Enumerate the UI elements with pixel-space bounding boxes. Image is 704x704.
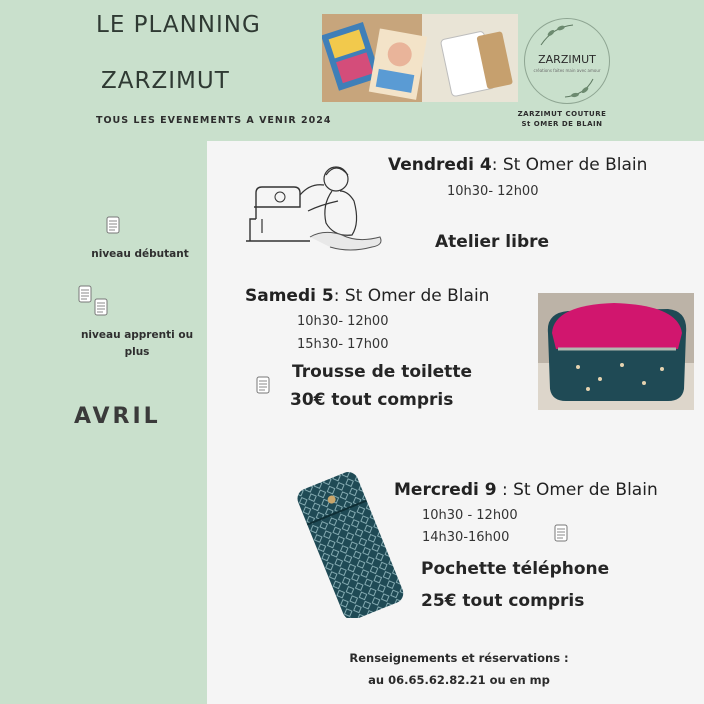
beginner-level-icon: [106, 216, 120, 234]
contact-info: [300, 647, 618, 691]
event3-day: Mercredi 9: [394, 480, 497, 500]
event2-time1: 10h30- 12h00: [297, 314, 389, 329]
logo-tagline: créations faites main avec amour: [533, 68, 601, 73]
brand-caption: [512, 109, 612, 129]
event2-day: Samedi 5: [245, 286, 334, 306]
event3-price: 25€ tout compris: [421, 591, 585, 611]
apprentice-level-icon-1: [78, 285, 92, 303]
sewing-machine-illustration: [240, 157, 388, 255]
logo-name: ZARZIMUT: [538, 53, 596, 66]
event3-place: : St Omer de Blain: [496, 480, 658, 500]
event3-time1: 10h30 - 12h00: [422, 508, 518, 523]
event3-title: Pochette téléphone: [421, 559, 610, 579]
event1-place: : St Omer de Blain: [491, 155, 648, 175]
header-photo-collage: [322, 14, 518, 102]
page-title-line2: ZARZIMUT: [101, 68, 230, 94]
legend-beginner: niveau débutant: [91, 248, 189, 260]
apprentice-level-icon-2: [94, 298, 108, 316]
month-label: AVRIL: [74, 404, 161, 429]
page-title-line1: LE PLANNING: [96, 12, 261, 38]
brand-line2: St OMER DE BLAIN: [521, 120, 603, 128]
event2-price: 30€ tout compris: [290, 390, 454, 410]
event2-place: : St Omer de Blain: [333, 286, 490, 306]
event3-header: [394, 480, 658, 500]
brand-logo: [524, 18, 610, 104]
page-subtitle: TOUS LES EVENEMENTS A VENIR 2024: [96, 115, 332, 126]
event1-day: Vendredi 4: [388, 155, 492, 175]
event2-level-icon: [256, 376, 270, 394]
event2-title: Trousse de toilette: [292, 362, 472, 382]
leaf-wreath-icon: [525, 19, 609, 103]
event3-level-icon: [554, 524, 568, 542]
toiletry-bag-photo: [538, 293, 694, 410]
event1-header: [388, 155, 647, 175]
event2-header: [245, 286, 489, 306]
event1-title: Atelier libre: [435, 232, 550, 252]
contact-line1: Renseignements et réservations :: [349, 651, 569, 665]
event3-time2: 14h30-16h00: [422, 530, 510, 545]
contact-line2: au 06.65.62.82.21 ou en mp: [368, 673, 550, 687]
brand-line1: ZARZIMUT COUTURE: [517, 110, 607, 118]
legend-apprentice: niveau apprenti ou plus: [80, 329, 194, 358]
event1-time1: 10h30- 12h00: [447, 184, 539, 199]
event2-time2: 15h30- 17h00: [297, 337, 389, 352]
